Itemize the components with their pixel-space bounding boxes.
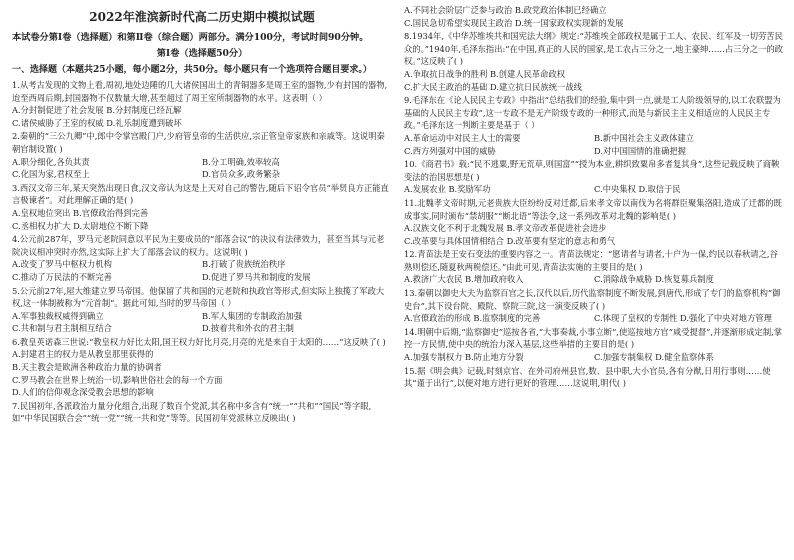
right-column [404,4,784,391]
question-item [404,94,784,157]
question-options [404,222,784,247]
option-line: B.打破了贵族统治秩序 [202,259,286,270]
option-line: A.发展农业 B.奖励军功 [404,184,491,195]
question-item [404,4,784,29]
option-line: A.军事独裁权威得到确立 [12,310,104,321]
option-line: C.罗马教会在世界上统治一切,影响世俗社会的每一个方面 [12,374,223,385]
question-options [404,273,784,286]
question-options [12,207,392,232]
question-stem: 1.从考古发现的文物上看,周初,地处边陲的几大诸侯国出土的青铜器多是周王室的器物,少有封国的器物,迨至西周后期,封国器物不仅数量大增,甚至超过了周王室所制器物的水平。这表明（ ） [12,80,388,103]
option-line: A.官僚政治的形成 B.监察制度的完善 [404,313,541,324]
option-line: A.不同社会阶层广泛参与政治 B.政党政治体制已经确立 [404,5,607,15]
question-stem: 2.秦朝的“三公九卿”中,郎中令掌宫殿门户,少府管皇帝的生活供应,宗正管皇帝家族和亲戚等。这说明秦朝官制设置( ) [12,131,385,154]
question-item [12,336,392,399]
question-stem: 10.《商君书》载:“民不逃粟,野无荒草,则国富”“授为本业,耕织致粟帛多者复其身”,这些记载反映了商鞅变法的治国思想是( ) [404,159,780,182]
option-line: A.改变了罗马中枢权力机构 [12,259,112,270]
option-line: A.职分细化,各负其责 [12,156,90,167]
question-options [404,132,784,157]
option-line: D.披着共和外衣的君主制 [202,323,294,334]
question-stem: 7.民国初年,各派政治力量分化组合,出现了数百个党派,其名称中多含有“统一”“共和”“国民”等字眼,如“中华民国联合会”“统一党”“统一共和党”等等。民国初年党派林立反映出( ) [12,400,372,424]
question-stem: 6.教皇英诺森三世说:“教皇权力好比太阳,国王权力好比月亮,月亮的光是来自于太阳的……”这反映了( ) [12,336,386,347]
option-line: B.军人集团的专制政治加强 [202,310,303,321]
question-item [404,365,784,390]
question-stem: 14.明朝中后期,“监察御史”巡按各省,“大事奏裁,小事立断”,使巡按地方官“咸受提督”,并逐渐形成定制,掌控一方民情,使中央的统治力深入基层,这些举措的主要目的是( ) [404,326,783,350]
question-item [12,79,392,129]
option-line: A.救济广大农民 B.增加政府收入 [404,274,524,285]
option-line: A.争取抗日战争的胜利 B.创建人民革命政权 [404,68,566,79]
question-item [12,285,392,335]
question-options [12,258,392,283]
exam-title: 2022年淮滨新时代高二历史期中模拟试题 [89,10,315,24]
option-line: B.分工明确,效率较高 [202,156,280,167]
question-item [12,400,392,425]
option-line: C.推动了万民法的不断完善 [12,271,112,282]
question-options [404,68,784,93]
option-line: A.加强专制权力 B.防止地方分裂 [404,352,524,363]
question-stem: 12.青苗法是王安石变法的重要内容之一。青苗法规定：“愿请者与请者,十户为一保,约民以春秋请之,谷熟则偿还,随夏秋两税偿还。”由此可见,青苗法实施的主要目的是( ) [404,249,778,272]
option-line: C.国民急切希望实现民主政治 D.统一国家政权实现新的发展 [404,17,624,28]
option-line: C.加强专制集权 D.健全监察体系 [594,352,714,363]
question-options [12,156,392,181]
option-line: B.新中国社会主义政体建立 [594,132,695,143]
question-item [404,158,784,196]
option-line: D.对中国国情的准确把握 [594,145,686,156]
question-options [12,104,392,129]
question-options [404,351,784,364]
section-title: 第Ⅰ卷（选择题50分） [156,48,248,59]
question-stem: 15.据《明会典》记载,时刻京官、在外司府州县官,数、县中职,大小官员,各有分猷,日用行事则……使其“谨于出行”,以便对地方进行更好的管理……这说明,明代( ) [404,365,771,389]
option-line: C.共和制与君主制相互结合 [12,323,112,334]
option-line: D.人们的信仰观念深受教会思想的影响 [12,387,154,398]
option-line: C.消除战争威胁 D.恢复募兵制度 [594,274,714,285]
question-options [404,4,784,29]
question-item [404,287,784,325]
option-line: C.化国为家,君权至上 [12,169,90,180]
question-item [404,197,784,247]
option-line: A.汉族文化不利于北魏发展 B.孝文帝改革促进社会进步 [404,223,607,234]
option-line: C.中央集权 D.取信于民 [594,184,681,195]
question-list-right [404,4,784,390]
question-list-left [12,79,392,425]
question-options [404,312,784,325]
question-stem: 8.1934年,《中华苏维埃共和国宪法大纲》规定:“苏维埃全部政权是属于工人、农民、红军及一切劳苦民众的。”1940年,毛泽东指出:“在中国,真正的人民的国家,是工农占三分之一,地主豪绅……占三分之一的政权。”这反映了( ) [404,31,783,67]
option-line: A.封建君主的权力是从教皇那里获得的 [12,349,154,360]
option-line: A.革命运动中对民主人士的需要 [404,132,521,143]
question-stem: 5.公元前27年,屋大维建立罗马帝国。他保留了共和国的元老院和执政官等形式,但实际上独揽了军政大权,这一体制被称为“元首制”。据此可知,当时的罗马帝国（ ） [12,285,385,309]
exam-note: 本试卷分第Ⅰ卷（选择题）和第Ⅱ卷（综合题）两部分。满分100分，考试时间90分钟。 [12,32,369,43]
question-options [12,310,392,335]
option-line: B.天主教会是欧洲各种政治力量的协调者 [12,362,162,373]
question-item [12,233,392,283]
question-item [404,248,784,286]
option-line: C.丞相权力扩大 D.太尉地位不断下降 [12,220,149,231]
option-line: D.官员众多,政务繁杂 [202,169,281,180]
question-stem: 11.北魏孝文帝时期,元老贵族大臣纷纷反对迁都,后来孝文帝以南伐为名将群臣聚集洛阳,造成了迁都的既成事实,同时颁布“禁胡服”“断北语”等法令,这一系列改革对北魏的影响是( ) [404,197,782,221]
question-stem: 13.秦朝以御史大夫为监察百官之长,汉代以后,历代监察制度不断发展,到唐代,形成了专门的监察机构“御史台”,其下设台院、殿院、察院三院,这一演变反映了( ) [404,288,781,311]
question-stem: 3.西汉文帝三年,某天突然出现日食,汉文帝认为这是上天对自己的警告,随后下诏令官员“举贤良方正能直言极谏者”。对此理解正确的是( ) [12,182,389,206]
question-stem: 9.毛泽东在《论人民民主专政》中指出“总结我们的经验,集中到一点,就是工人阶级领导的,以工农联盟为基础的人民民主专政”,这一专政不是无产阶级专政的一种形式,而是与新民主主义相适应的人民民主专政。”毛泽东这一判断主要是基于（ ） [404,95,781,131]
option-line: C.诸侯威胁了王室的权威 D.礼乐制度遭到破坏 [12,117,182,128]
question-stem: 4.公元前287年，罗马元老院同意以平民为主要成员的“部落会议”的决议有法律效力，甚至当其与元老院决议相冲突时亦然,这实际上扩大了部落会议的权力。这说明( ) [12,234,385,257]
option-line: A.分封制促进了社会发展 B.分封制度已经瓦解 [12,105,182,116]
option-line: D.促进了罗马共和制度的发展 [202,271,311,282]
option-line: C.改革要与具体国情相结合 D.改革要有坚定的意志和勇气 [404,235,616,246]
option-line: A.皇权地位突出 B.官僚政治得到完善 [12,207,149,218]
left-column [12,4,392,426]
question-item [404,30,784,93]
question-item [12,182,392,232]
question-item [12,130,392,180]
question-options [12,348,392,398]
question-options [404,183,784,196]
option-line: C.西方列强对中国的威胁 [404,145,496,156]
question-item [404,326,784,364]
instruction: 一、选择题（本题共25小题，每小题2分，共50分。每小题只有一个选项符合题目要求。） [12,65,372,75]
option-line: C.体现了皇权的专制性 D.强化了中央对地方管理 [594,313,772,324]
option-line: C.扩大民主政治的基础 D.建立抗日民族统一战线 [404,81,582,92]
